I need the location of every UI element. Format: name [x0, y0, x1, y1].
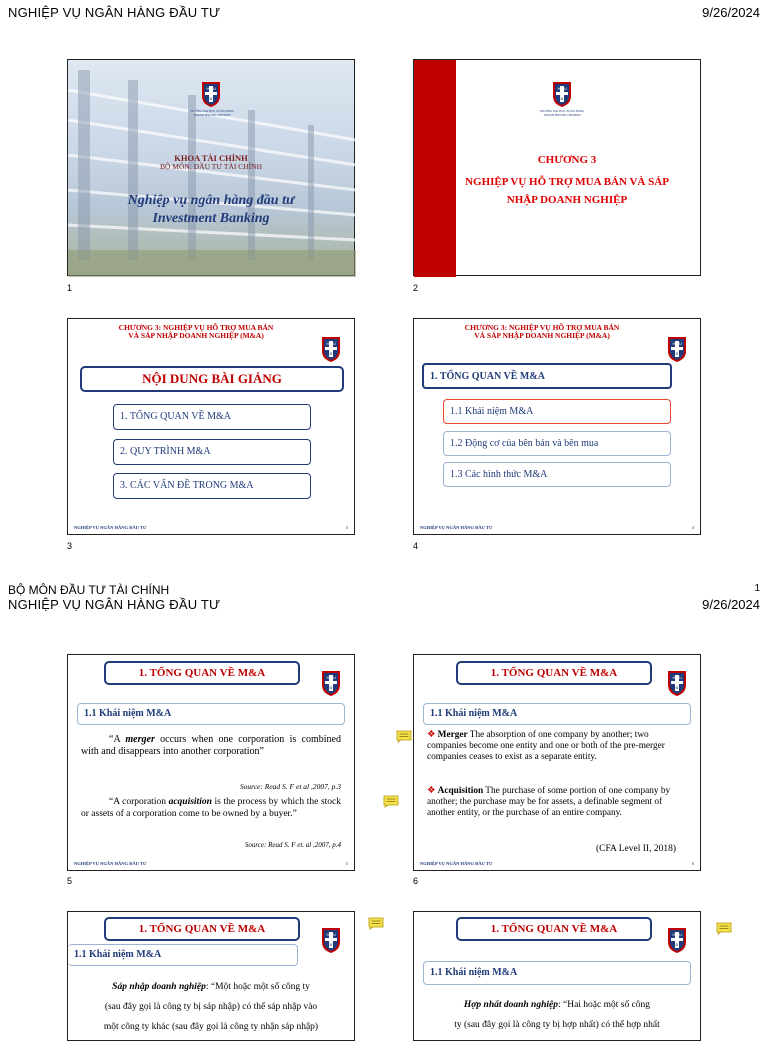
hub-logo-icon [320, 926, 342, 954]
section-title: 1. TỔNG QUAN VỀ M&A [456, 917, 652, 941]
university-name: TRƯỜNG ĐẠI HỌC NGÂN HÀNG THÀNH PHỐ HỒ CHÍ MINH [189, 109, 235, 117]
chapter-title-1: NGHIỆP VỤ HỖ TRỢ MUA BÁN VÀ SÁP [465, 176, 669, 188]
page-header [8, 597, 760, 612]
chapter-title-2: NHẬP DOANH NGHIỆP [506, 194, 628, 206]
slide-page-number: 6 [691, 861, 694, 866]
subsection-item-2[interactable]: 1.2 Động cơ của bên bán và bên mua [443, 431, 671, 456]
consolidation-definition: Hợp nhất doanh nghiệp: “Hai hoặc một số công ty (sau đây gọi là công ty bị hợp nhất) có thể hợp nhất [454, 1000, 660, 1030]
section-title: 1. TỔNG QUAN VỀ M&A [104, 917, 300, 941]
toc-item-3[interactable]: 3. CÁC VẤN ĐỀ TRONG M&A [113, 473, 311, 499]
slide-number-label: 2 [413, 283, 419, 293]
slide-7[interactable] [67, 911, 355, 1041]
chapter-header-2: VÀ SÁP NHẬP DOANH NGHIỆP (M&A) [128, 331, 264, 340]
header-title: NGHIỆP VỤ NGÂN HÀNG ĐẦU TƯ [8, 5, 221, 20]
slide-4[interactable] [413, 318, 701, 535]
slide-8[interactable] [413, 911, 701, 1041]
comment-note-icon[interactable] [396, 730, 412, 743]
lecture-content-title: NỘI DUNG BÀI GIẢNG [80, 366, 344, 392]
section-title: 1. TỔNG QUAN VỀ M&A [422, 363, 672, 389]
subsection-title: 1.1 Khái niệm M&A [68, 944, 298, 966]
acquisition-quote: “A corporation acquisition is the process by which the stock or assets of a corporation come to be owned by a buyer.” [81, 797, 341, 819]
hub-logo-icon [320, 335, 342, 363]
slide-number-label: 1 [67, 283, 73, 293]
chapter-number: CHƯƠNG 3 [537, 154, 597, 166]
hub-logo-icon [666, 669, 688, 697]
chapter-header-1: CHƯƠNG 3: NGHIỆP VỤ HỖ TRỢ MUA BÁN [464, 323, 620, 332]
section-title: 1. TỔNG QUAN VỀ M&A [104, 661, 300, 685]
acquisition-definition: ❖ Acquisition The purchase of some portion of one company by another; the purchase may be for assets, a definable segment of another entity, or the purchase of an entire company. [427, 786, 671, 819]
slide-3[interactable] [67, 318, 355, 535]
slide-2[interactable] [413, 59, 701, 276]
slide-number-label: 4 [413, 541, 419, 551]
header-date: 9/26/2024 [702, 597, 760, 612]
slide-footer: NGHIỆP VỤ NGÂN HÀNG ĐẦU TƯ [74, 525, 147, 530]
section-title: 1. TỔNG QUAN VỀ M&A [456, 661, 652, 685]
slide-number-label: 5 [67, 876, 73, 886]
slide-6[interactable] [413, 654, 701, 871]
hub-logo-icon [666, 335, 688, 363]
slide-footer: NGHIỆP VỤ NGÂN HÀNG ĐẦU TƯ [420, 861, 493, 866]
slide-page-number: 4 [691, 525, 694, 530]
header-title: NGHIỆP VỤ NGÂN HÀNG ĐẦU TƯ [8, 597, 221, 612]
slide-1[interactable] [67, 59, 355, 276]
slide-number-label: 6 [413, 876, 419, 886]
slide-footer: NGHIỆP VỤ NGÂN HÀNG ĐẦU TƯ [74, 861, 147, 866]
subsection-title: 1.1 Khái niệm M&A [423, 703, 691, 725]
toc-item-2[interactable]: 2. QUY TRÌNH M&A [113, 439, 311, 465]
slide-5[interactable] [67, 654, 355, 871]
slide-footer: NGHIỆP VỤ NGÂN HÀNG ĐẦU TƯ [420, 525, 493, 530]
dept-sub: BỘ MÔN: ĐẦU TƯ TÀI CHÍNH [159, 162, 262, 171]
page-header [8, 5, 760, 20]
source-citation-2: Source: Read S. F et. al ,2007, p.4 [244, 841, 341, 849]
page-footer-number: 1 [754, 583, 760, 594]
red-sidebar [414, 60, 456, 277]
hub-logo-icon [551, 80, 573, 108]
subsection-item-1-active[interactable]: 1.1 Khái niệm M&A [443, 399, 671, 424]
subsection-item-3[interactable]: 1.3 Các hình thức M&A [443, 462, 671, 487]
merger-vn-definition: Sáp nhập doanh nghiệp: “Một hoặc một số công ty (sau đây gọi là công ty bị sáp nhập) có thể sáp nhập vào một công ty khác (sau đây gọi là công ty nhận sáp nhập) [103, 982, 319, 1032]
subsection-title: 1.1 Khái niệm M&A [423, 961, 691, 985]
chapter-header-2: VÀ SÁP NHẬP DOANH NGHIỆP (M&A) [474, 331, 610, 340]
diamond-bullet-icon: ❖ [427, 786, 436, 796]
course-title-en: Investment Banking [152, 211, 270, 226]
dept-name: KHOA TÀI CHÍNH [174, 153, 248, 163]
slide-page-number: 5 [345, 861, 348, 866]
toc-item-1[interactable]: 1. TỔNG QUAN VỀ M&A [113, 404, 311, 430]
header-date: 9/26/2024 [702, 5, 760, 20]
slide-page-number: 3 [345, 525, 348, 530]
hub-logo-icon [320, 669, 342, 697]
comment-note-icon[interactable] [383, 795, 399, 808]
hub-logo-icon [666, 926, 688, 954]
subsection-title: 1.1 Khái niệm M&A [77, 703, 345, 725]
source-citation-1: Source: Read S. F et al ,2007, p.3 [239, 782, 341, 791]
chapter-header-1: CHƯƠNG 3: NGHIỆP VỤ HỖ TRỢ MUA BÁN [118, 323, 274, 332]
slide-number-label: 3 [67, 541, 73, 551]
course-title-vi: Nghiệp vụ ngân hàng đầu tư [127, 193, 295, 208]
merger-definition: ❖ Merger The absorption of one company by another; two companies become one entity and one or both of the pre-merger companies ceases to exist as a separate entity. [427, 730, 665, 763]
merger-quote: “A merger occurs when one corporation is combined with and disappears into another corporation” [81, 734, 341, 757]
diamond-bullet-icon: ❖ [427, 730, 436, 740]
hub-logo-icon [200, 80, 222, 108]
comment-note-icon[interactable] [716, 922, 732, 935]
university-name: TRƯỜNG ĐẠI HỌC NGÂN HÀNG THÀNH PHỐ HỒ CHÍ MINH [539, 109, 585, 117]
comment-note-icon[interactable] [368, 917, 384, 930]
source-citation: (CFA Level II, 2018) [595, 844, 676, 854]
page-footer-dept: BỘ MÔN ĐẦU TƯ TÀI CHÍNH [8, 583, 170, 597]
